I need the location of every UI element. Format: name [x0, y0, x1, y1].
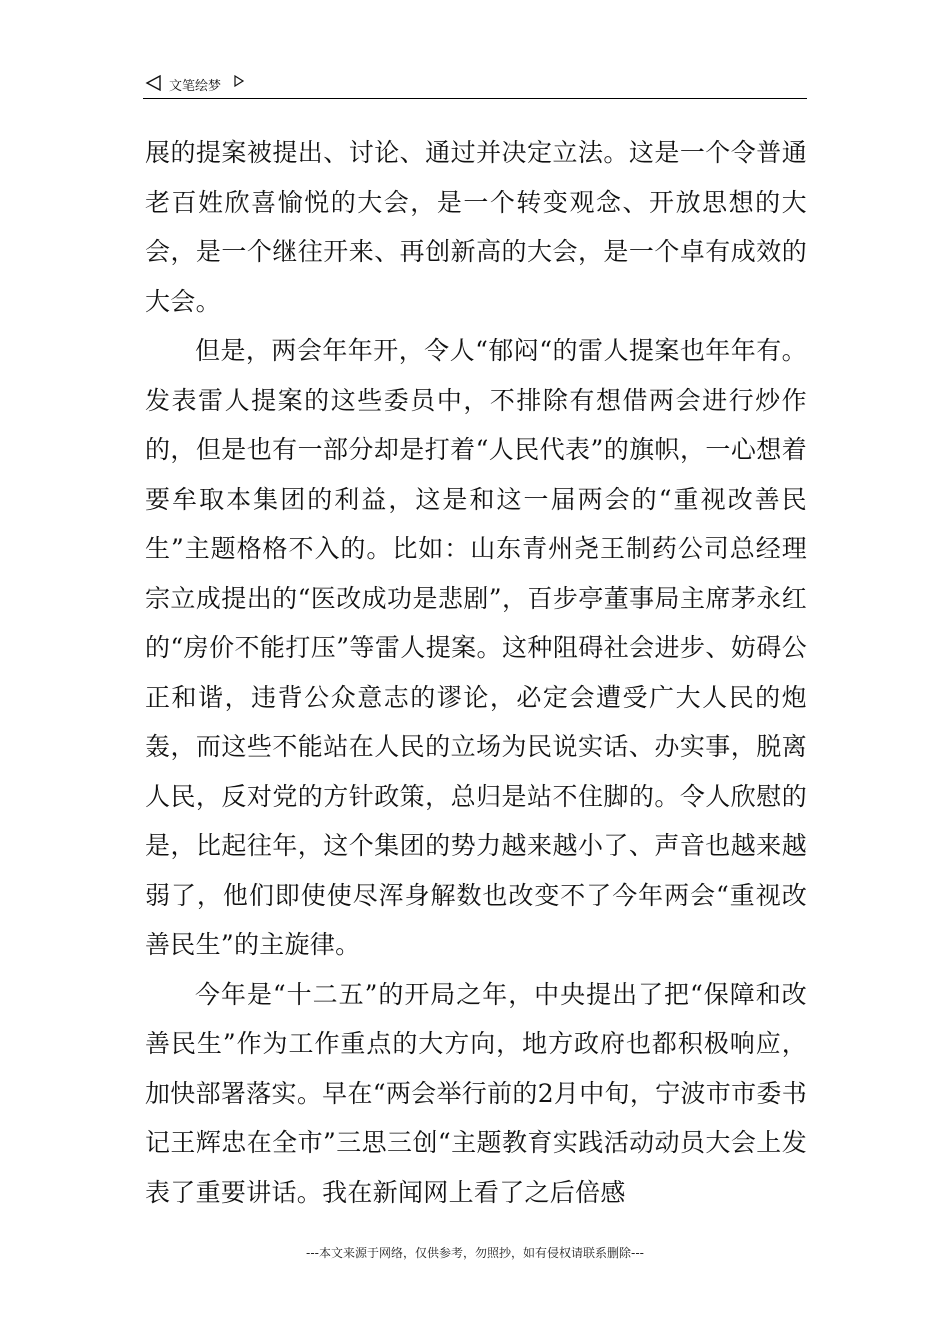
paragraph-3: 今年是“十二五”的开局之年，中央提出了把“保障和改善民生”作为工作重点的大方向，地方政府也都积极响应，加快部署落实。早在“两会举行前的2月中旬，宁波市市委书记王辉忠在全市”三思三创“主题教育实践活动动员大会上发表了重要讲话。我在新闻网上看了之后倍感	[145, 979, 807, 1207]
left-triangle-icon	[145, 74, 163, 92]
right-triangle-icon	[233, 75, 245, 87]
header-title: 文笔绘梦	[169, 79, 222, 94]
paragraph-1: 展的提案被提出、讨论、通过并决定立法。这是一个令普通老百姓欣喜愉悦的大会，是一个转变观念、开放思想的大会，是一个继往开来、再创新高的大会，是一个卓有成效的大会。	[145, 138, 807, 316]
footer-disclaimer: ---本文来源于网络，仅供参考，勿照抄，如有侵权请联系删除---	[306, 1246, 644, 1260]
page-header	[143, 72, 807, 99]
paragraph-2: 但是，两会年年开，令人“郁闷“的雷人提案也年年有。发表雷人提案的这些委员中，不排除有想借两会进行炒作的，但是也有一部分却是打着“人民代表”的旗帜，一心想着要牟取本集团的利益，这是和这一届两会的“重视改善民生”主题格格不入的。比如：山东青州尧王制药公司总经理宗立成提出的“医改成功是悲剧”，百步亭董事局主席茅永红的“房价不能打压”等雷人提案。这种阻碍社会进步、妨碍公正和谐，违背公众意志的谬论，必定会遭受广大人民的炮轰，而这些不能站在人民的立场为民说实话、办实事，脱离人民，反对党的方针政策，总归是站不住脚的。令人欣慰的是，比起往年，这个集团的势力越来越小了、声音也越来越弱了，他们即使使尽浑身解数也改变不了今年两会“重视改善民生”的主旋律。	[145, 336, 807, 959]
document-body	[145, 128, 807, 1217]
